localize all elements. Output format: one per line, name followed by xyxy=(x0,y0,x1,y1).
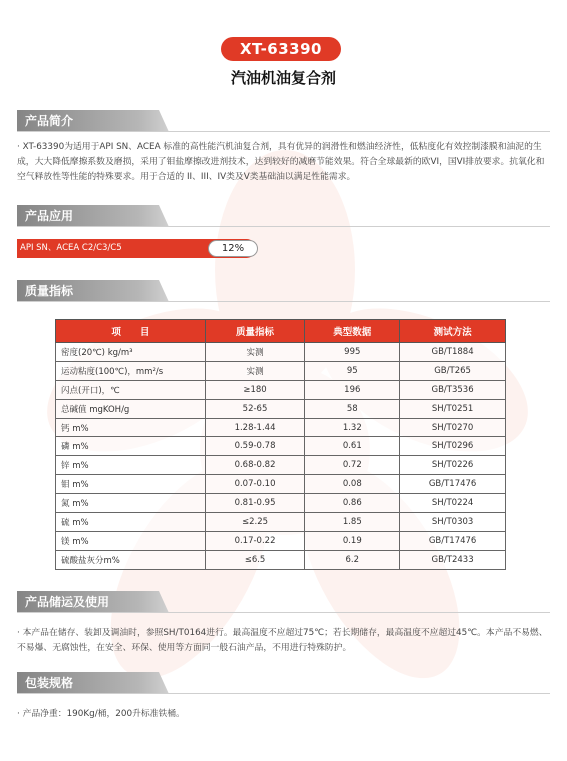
item-cell: 密度(20℃) kg/m³ xyxy=(56,343,206,362)
section-divider xyxy=(17,693,550,694)
product-title: 汽油机油复合剂 xyxy=(230,69,336,87)
method-cell: GB/T1884 xyxy=(400,343,506,362)
spec-cell: 0.81-0.95 xyxy=(205,494,305,513)
method-cell: SH/T0303 xyxy=(400,513,506,532)
spec-cell: 1.28-1.44 xyxy=(205,418,305,437)
section-header-application xyxy=(17,205,175,227)
table-row xyxy=(56,456,506,475)
table-row xyxy=(56,437,506,456)
item-cell: 镁 m% xyxy=(56,531,206,550)
method-cell: SH/T0251 xyxy=(400,399,506,418)
typical-cell: 1.32 xyxy=(305,418,400,437)
table-row xyxy=(56,475,506,494)
typical-cell: 0.72 xyxy=(305,456,400,475)
section-header-quality xyxy=(17,280,175,302)
section-header-packaging xyxy=(17,672,175,694)
typical-cell: 6.2 xyxy=(305,550,400,569)
section-divider xyxy=(17,301,550,302)
item-cell: 钼 m% xyxy=(56,475,206,494)
application-dosage: 12% xyxy=(208,240,258,257)
table-row xyxy=(56,361,506,380)
table-row xyxy=(56,494,506,513)
table-row xyxy=(56,550,506,569)
typical-cell: 58 xyxy=(305,399,400,418)
column-header: 典型数据 xyxy=(305,320,400,343)
spec-cell: 52-65 xyxy=(205,399,305,418)
section-divider xyxy=(17,131,550,132)
typical-cell: 0.61 xyxy=(305,437,400,456)
item-cell: 硫 m% xyxy=(56,513,206,532)
method-cell: SH/T0224 xyxy=(400,494,506,513)
method-cell: SH/T0296 xyxy=(400,437,506,456)
table-header-row xyxy=(56,320,506,343)
spec-cell: 0.68-0.82 xyxy=(205,456,305,475)
method-cell: GB/T2433 xyxy=(400,550,506,569)
typical-cell: 95 xyxy=(305,361,400,380)
method-cell: GB/T265 xyxy=(400,361,506,380)
section-title-quality: 质量指标 xyxy=(25,284,74,298)
column-header: 项 目 xyxy=(56,320,206,343)
method-cell: SH/T0270 xyxy=(400,418,506,437)
section-header-intro xyxy=(17,110,175,132)
spec-cell: 0.59-0.78 xyxy=(205,437,305,456)
intro-paragraph: · XT-63390为适用于API SN、ACEA 标准的高性能汽机油复合剂，具有优异的润滑性和燃油经济性，低粘度化有效控制漆膜和油泥的生成，大大降低摩擦系数及磨损，采用了钼盐摩擦改进剂技术，达到较好的减磨节能效果。符合全球最新的欧VI，国VI排放要求。抗氧化和空气释放性等性能的特殊要求。用于合适的 II、III、IV类及V类基础油以满足性能需求。 xyxy=(17,142,545,182)
section-title-intro: 产品简介 xyxy=(25,114,74,128)
typical-cell: 0.08 xyxy=(305,475,400,494)
item-cell: 闪点(开口)，℃ xyxy=(56,380,206,399)
column-header: 质量指标 xyxy=(205,320,305,343)
method-cell: GB/T17476 xyxy=(400,531,506,550)
item-cell: 磷 m% xyxy=(56,437,206,456)
item-cell: 运动粘度(100℃)，mm²/s xyxy=(56,361,206,380)
section-title-application: 产品应用 xyxy=(25,209,74,223)
column-header: 测试方法 xyxy=(400,320,506,343)
storage-paragraph: · 本产品在储存、装卸及调油时，参照SH/T0164进行。最高温度不应超过75℃；若长期储存，最高温度不应超过45℃。本产品不易燃、不易爆、无腐蚀性，在安全、环保、使用等方面同一般石油产品，不用进行特殊防护。 xyxy=(17,628,548,653)
spec-cell: ≤6.5 xyxy=(205,550,305,569)
application-label: API SN、ACEA C2/C3/C5 xyxy=(20,243,122,253)
method-cell: SH/T0226 xyxy=(400,456,506,475)
table-row xyxy=(56,380,506,399)
spec-cell: ≤2.25 xyxy=(205,513,305,532)
typical-cell: 995 xyxy=(305,343,400,362)
item-cell: 硫酸盐灰分m% xyxy=(56,550,206,569)
typical-cell: 0.19 xyxy=(305,531,400,550)
product-code-badge: XT-63390 xyxy=(221,37,341,61)
typical-cell: 0.86 xyxy=(305,494,400,513)
section-header-storage xyxy=(17,591,175,613)
section-divider xyxy=(17,226,550,227)
table-row xyxy=(56,513,506,532)
table-row xyxy=(56,418,506,437)
spec-cell: 实测 xyxy=(205,343,305,362)
table-row xyxy=(56,343,506,362)
spec-cell: ≥180 xyxy=(205,380,305,399)
table-row xyxy=(56,399,506,418)
section-title-storage: 产品储运及使用 xyxy=(25,595,110,609)
item-cell: 钙 m% xyxy=(56,418,206,437)
typical-cell: 196 xyxy=(305,380,400,399)
section-title-packaging: 包装规格 xyxy=(25,676,74,690)
spec-cell: 实测 xyxy=(205,361,305,380)
method-cell: GB/T17476 xyxy=(400,475,506,494)
typical-cell: 1.85 xyxy=(305,513,400,532)
method-cell: GB/T3536 xyxy=(400,380,506,399)
section-divider xyxy=(17,612,550,613)
table-row xyxy=(56,531,506,550)
item-cell: 总碱值 mgKOH/g xyxy=(56,399,206,418)
spec-cell: 0.07-0.10 xyxy=(205,475,305,494)
item-cell: 氮 m% xyxy=(56,494,206,513)
quality-spec-table xyxy=(55,319,506,570)
spec-cell: 0.17-0.22 xyxy=(205,531,305,550)
packaging-paragraph: · 产品净重：190Kg/桶，200升标准铁桶。 xyxy=(17,709,185,719)
item-cell: 锌 m% xyxy=(56,456,206,475)
